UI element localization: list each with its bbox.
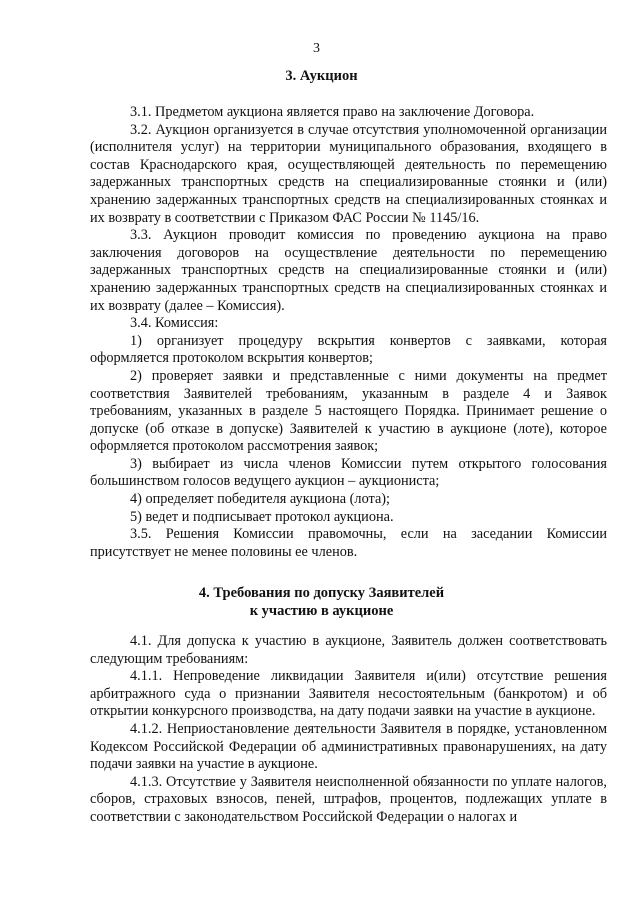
section-3-body xyxy=(90,104,607,561)
section-4-title-line-2: к участию в аукционе xyxy=(249,602,394,619)
section-4-title xyxy=(70,585,573,620)
paragraph-4-1-2: 4.1.2. Неприостановление деятельности Заявителя в порядке, установленном Кодексом Российской Федерации об административных правонарушениях, на дату подачи заявки на участие в аукционе. xyxy=(90,720,607,773)
paragraph-3-4-1: 1) организует процедуру вскрытия конвертов с заявками, которая оформляется протоколом вскрытия конвертов; xyxy=(90,332,607,367)
paragraph-3-4-4: 4) определяет победителя аукциона (лота); xyxy=(130,491,391,508)
paragraph-3-3: 3.3. Аукцион проводит комиссия по проведению аукциона на право заключения договоров на осуществление деятельности по перемещению задержанных транспортных средств на специализированные стоянки и (или) хранению задержанных транспортных средств на специализированных стоянках и их возврату (далее – Комиссия). xyxy=(90,227,607,314)
paragraph-3-4-2: 2) проверяет заявки и представленные с ними документы на предмет соответствия Заявителей требованиям, указанным в разделе 4 и Заявок требованиям, указанных в разделе 5 настоящего Порядка. Принимает решение о допуске (об отказе в допуске) Заявителей к участию в аукционе (лоте), которое оформляется протоколом рассмотрения заявок; xyxy=(90,367,607,455)
paragraph-3-1: 3.1. Предметом аукциона является право на заключение Договора. xyxy=(130,104,535,120)
paragraph-4-1: 4.1. Для допуска к участию в аукционе, Заявитель должен соответствовать следующим требованиям: xyxy=(90,633,607,667)
paragraph-3-2: 3.2. Аукцион организуется в случае отсутствия уполномоченной организации (исполнителя услуг) на территории муниципального образования, входящего в состав Краснодарского края, осуществляющей деятельность по перемещению задержанных транспортных средств на специализированные стоянки и (или) хранению задержанных транспортных средств на специализированных стоянках и их возврату в соответствии с Приказом ФАС России № 1145/16. xyxy=(90,121,607,226)
paragraph-3-5: 3.5. Решения Комиссии правомочны, если на заседании Комиссии присутствует не менее половины ее членов. xyxy=(90,526,607,560)
paragraph-4-1-1: 4.1.1. Непроведение ликвидации Заявителя и(или) отсутствие решения арбитражного суда о признании Заявителя несостоятельным (банкротом) и об открытии конкурсного производства, на дату подачи заявки на участие в аукционе. xyxy=(90,668,607,720)
paragraph-3-4-3: 3) выбирает из числа членов Комиссии путем открытого голосования большинством голосов ведущего аукцион – аукциониста; xyxy=(90,455,607,490)
page-number: 3 xyxy=(313,41,320,56)
paragraph-3-4-5: 5) ведет и подписывает протокол аукциона. xyxy=(130,508,394,525)
section-3-title: 3. Аукцион xyxy=(285,68,358,84)
paragraph-3-4: 3.4. Комиссия: xyxy=(130,315,219,332)
section-4-title-line-1: 4. Требования по допуску Заявителей xyxy=(198,585,445,601)
section-4-body xyxy=(90,633,607,827)
paragraph-4-1-3: 4.1.3. Отсутствие у Заявителя неисполненной обязанности по уплате налогов, сборов, страховых взносов, пеней, штрафов, процентов, подлежащих уплате в соответствии с законодательством Российской Федерации о налогах и xyxy=(90,773,607,825)
